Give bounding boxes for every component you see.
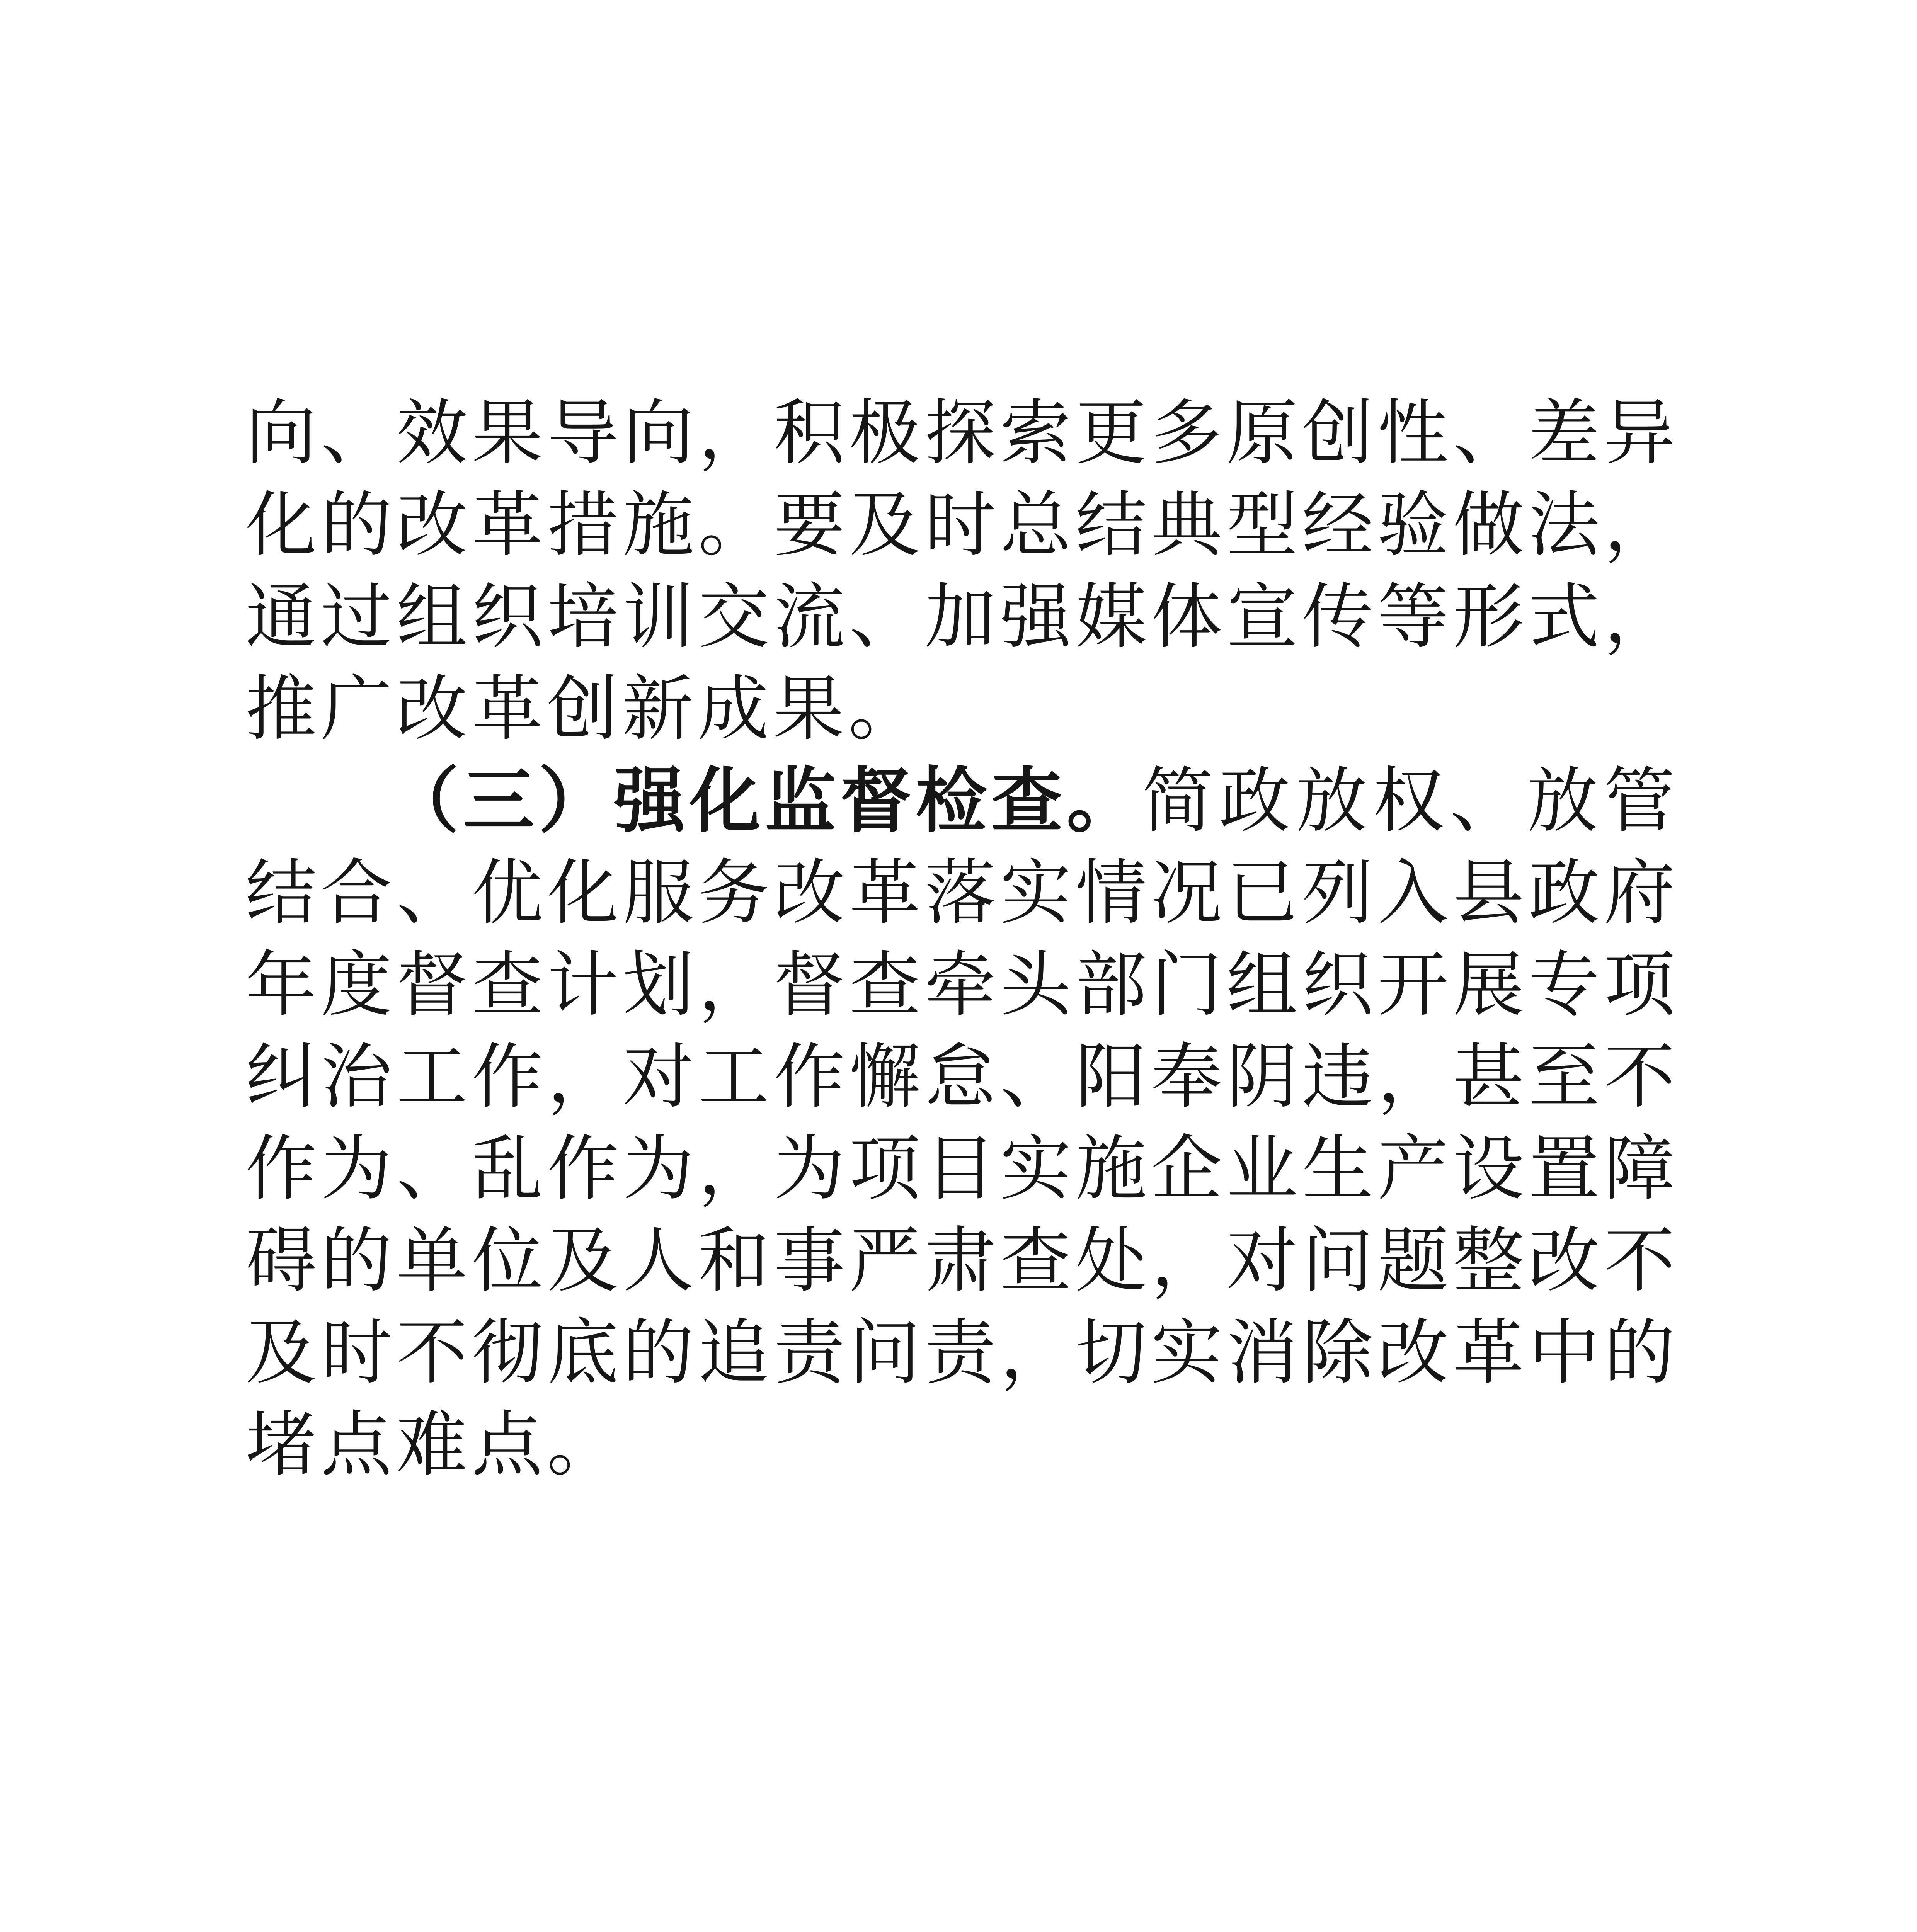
section-text: 简政放权、放管结合、优化服务改革落实情况已列入县政府年度督查计划，督查牵头部门组织开展专项纠治工作，对工作懈怠、阳奉阴违，甚至不作为、乱作为，为项目实施企业生产设置障碍的单位及人和事严肃查处，对问题整改不及时不彻底的追责问责，切实消除改革中的堵点难点。 [245, 760, 1679, 1486]
paragraph-continuation: 向、效果导向，积极探索更多原创性、差异化的改革措施。要及时总结典型经验做法，通过组织培训交流、加强媒体宣传等形式，推广改革创新成果。 [245, 392, 1679, 750]
paragraph-supervision [245, 755, 1679, 1491]
document-body [245, 387, 1679, 1491]
section-heading: （三）强化监督检查。 [388, 760, 1142, 842]
